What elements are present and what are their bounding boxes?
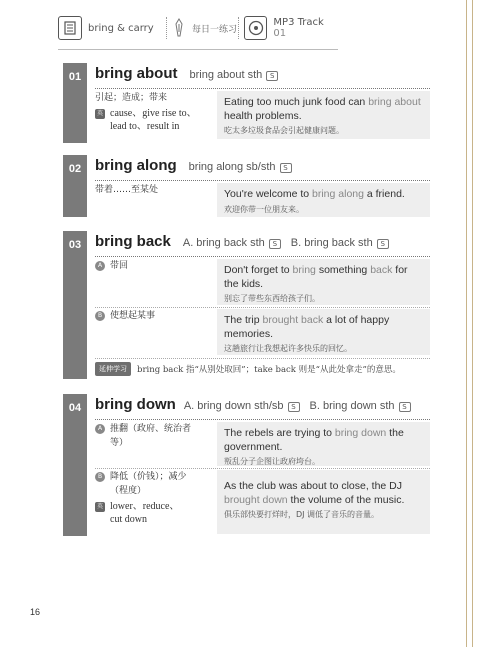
sense-row: [95, 422, 430, 466]
sense-row: [95, 183, 430, 217]
sense-meaning: [95, 470, 215, 526]
usage-pattern: bring about sth: [189, 69, 263, 81]
notebook-icon: [58, 16, 82, 40]
sense-meaning: [95, 183, 215, 197]
sense-meaning: [95, 259, 215, 273]
entry-heading: [95, 233, 389, 255]
row-divider: [95, 468, 430, 469]
example-text: The rebels are trying to: [224, 427, 335, 439]
sense-a-icon: A: [95, 424, 105, 434]
extension-badge: 延伸学习: [95, 362, 131, 376]
header-label-track: [273, 17, 338, 39]
meaning-zh-line1: 降低（价钱）；减少: [110, 472, 187, 482]
header-label-topic: bring & carry: [88, 22, 154, 34]
meaning-zh: 带着……至某处: [95, 185, 159, 195]
header-item-bring-carry: [58, 14, 154, 42]
meaning-en-line2: cut down: [110, 514, 147, 525]
example-text: for the kids.: [224, 264, 408, 290]
example-text: health problems.: [224, 109, 302, 122]
header-label-practice: 每日一练习: [192, 24, 238, 35]
entry-heading: [95, 65, 278, 87]
entry-number: 02: [63, 155, 87, 217]
example-en: [224, 264, 424, 291]
entry-bring-back: [63, 231, 430, 379]
page-edge-rule: [466, 0, 467, 647]
row-divider: [95, 358, 430, 359]
example-highlight: back: [370, 264, 393, 276]
example-box: [217, 470, 430, 534]
example-zh: 叛乱分子企图让政府垮台。: [224, 457, 320, 466]
example-text: As the club was about to close, the DJ: [224, 480, 403, 492]
meaning-en-line2: lead to、result in: [110, 121, 180, 132]
example-text: something: [315, 264, 371, 276]
meaning-zh: [95, 422, 215, 436]
example-zh: 欢迎你带一位朋友来。: [224, 204, 304, 214]
meaning-en-line1: cause、give rise to、: [110, 108, 197, 119]
meaning-zh-text: 带回: [110, 261, 129, 271]
speaker-icon[interactable]: S: [399, 402, 411, 412]
header-item-daily-practice: [172, 14, 237, 42]
row-divider: [95, 307, 430, 308]
page-edge-rule: [472, 0, 473, 647]
header-rule: [58, 49, 338, 50]
speaker-icon[interactable]: S: [377, 239, 389, 249]
phrase-title: bring along: [95, 157, 177, 174]
example-box: [217, 91, 430, 139]
sense-row: [95, 259, 430, 305]
example-text: Eating too much junk food can: [224, 96, 369, 108]
example-box: [217, 309, 430, 355]
entry-heading: [95, 157, 292, 179]
usage-pattern-a: A. bring down sth/sb: [183, 400, 284, 412]
example-highlight: brought back: [262, 314, 324, 326]
example-text: The trip: [224, 314, 263, 326]
sense-b-icon: B: [95, 311, 105, 321]
example-box: [217, 183, 430, 217]
extension-text: bring back 指“从别处取回”；take back 则是“从此处拿走”的意思。: [137, 365, 401, 375]
example-box: [217, 422, 430, 466]
example-highlight: about: [394, 96, 421, 108]
meaning-zh: [95, 309, 215, 323]
speaker-icon[interactable]: S: [266, 71, 278, 81]
example-text: a lot of happy memories.: [224, 314, 390, 340]
example-highlight: brought down: [224, 493, 288, 506]
example-zh: 别忘了带些东西给孩子们。: [224, 294, 320, 303]
example-text: the volume of the music.: [287, 493, 405, 506]
meaning-zh-line1: 推翻（政府、统治者: [110, 424, 192, 434]
example-highlight: bring along: [312, 188, 364, 200]
sense-b-icon: B: [95, 472, 105, 482]
example-box: [217, 259, 430, 305]
example-text: You're welcome to: [224, 188, 312, 200]
example-text: Don't forget to: [224, 264, 293, 276]
heading-rule: [95, 256, 430, 257]
phrase-title: bring about: [95, 65, 178, 82]
example-highlight: bring down: [334, 427, 387, 439]
sense-row: [95, 91, 430, 141]
entry-number: 03: [63, 231, 87, 379]
example-zh: 吃太多垃圾食品会引起健康问题。: [224, 126, 344, 135]
example-en: [224, 480, 424, 507]
sense-a-icon: A: [95, 261, 105, 271]
example-en: [224, 427, 424, 454]
meaning-zh: [95, 259, 215, 273]
entry-number: 01: [63, 63, 87, 143]
extension-note: [95, 362, 430, 376]
track-number: 01: [273, 28, 287, 39]
usage-pattern: bring along sb/sth: [188, 161, 276, 173]
pen-icon: [172, 16, 186, 40]
usage-pattern-b: B. bring back sth: [290, 237, 373, 249]
usage-pattern-b: B. bring down sth: [309, 400, 395, 412]
example-zh: 这趟旅行让我想起许多快乐的回忆。: [224, 344, 352, 353]
meaning-en-line1: lower、reduce、: [110, 501, 180, 512]
meaning-en: [95, 500, 215, 526]
speaker-icon[interactable]: S: [269, 239, 281, 249]
entry-heading: [95, 396, 411, 418]
example-zh: 俱乐部快要打烊时，DJ 调低了音乐的音量。: [224, 510, 380, 519]
sense-meaning: [95, 309, 215, 323]
usage-pattern-a: A. bring back sth: [182, 237, 265, 249]
meaning-zh: [95, 470, 215, 484]
meaning-zh-line2: （程度）: [110, 486, 147, 496]
example-text: the government.: [224, 427, 404, 453]
example-highlight: bring: [368, 96, 392, 108]
header-divider: [238, 17, 239, 39]
page-header: [58, 14, 338, 44]
heading-rule: [95, 88, 430, 89]
entry-bring-down: [63, 394, 430, 536]
example-en: [224, 188, 424, 202]
sense-meaning: [95, 422, 215, 450]
header-divider: [166, 17, 167, 39]
sense-row: [95, 309, 430, 355]
example-en: [224, 96, 424, 123]
phrase-title: bring back: [95, 233, 171, 250]
example-highlight: bring: [292, 264, 316, 276]
entry-number: 04: [63, 394, 87, 536]
entry-bring-along: [63, 155, 430, 217]
speaker-icon[interactable]: S: [288, 402, 300, 412]
heading-rule: [95, 419, 430, 420]
speaker-icon[interactable]: S: [280, 163, 292, 173]
meaning-zh-text: 使想起某事: [110, 311, 156, 321]
example-text: a friend.: [363, 188, 405, 200]
example-en: [224, 314, 424, 341]
sense-meaning: [95, 91, 215, 133]
english-tag-icon: 英: [96, 110, 103, 118]
meaning-en: [95, 107, 215, 133]
track-label: MP3 Track: [273, 17, 324, 28]
heading-rule: [95, 180, 430, 181]
disc-icon: [244, 16, 267, 40]
page-number: 16: [30, 607, 41, 617]
meaning-zh-line2: 等）: [110, 438, 129, 448]
sense-row: [95, 470, 430, 534]
header-item-mp3-track[interactable]: [244, 14, 338, 42]
entry-bring-about: [63, 63, 430, 143]
phrase-title: bring down: [95, 396, 176, 413]
meaning-zh: 引起；造成；带来: [95, 93, 168, 103]
english-tag-icon: 英: [96, 503, 103, 511]
